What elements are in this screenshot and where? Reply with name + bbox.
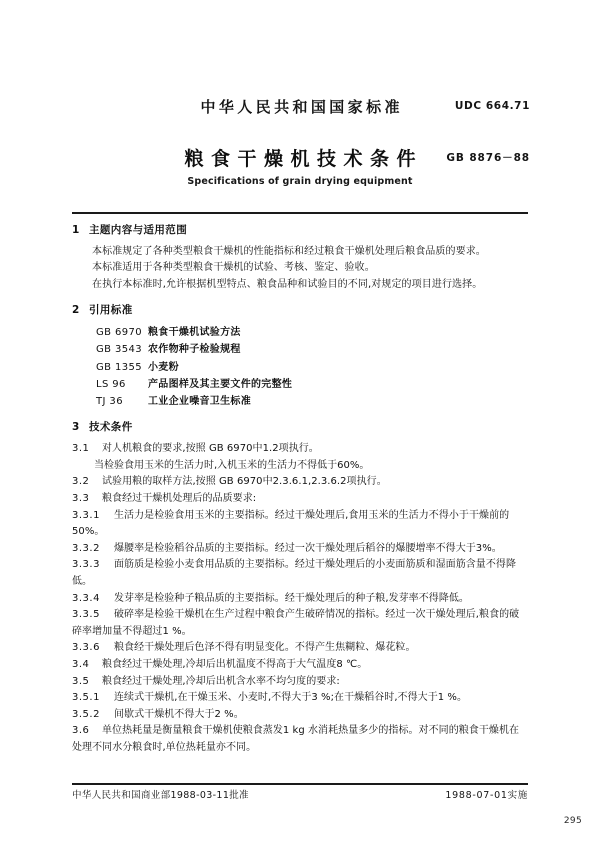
ref-code: GB 6970	[96, 327, 143, 339]
list-item	[72, 376, 528, 393]
header-divider	[72, 212, 528, 214]
clause-3-1-sub: 当检验食用玉米的生活力时,入机玉米的生活力不得低于60%。	[94, 459, 370, 471]
clause-number: 3.3.2	[72, 542, 100, 554]
clause-number: 3.1	[72, 443, 90, 455]
ref-code: TJ 36	[96, 396, 123, 408]
ref-name: 小麦粉	[148, 361, 179, 373]
masthead-top-row	[72, 96, 528, 126]
list-item	[72, 359, 528, 376]
clause-number: 3.4	[72, 658, 90, 670]
clause-3-1	[72, 441, 528, 458]
footer-divider	[72, 783, 528, 785]
ref-name: 工业企业噪音卫生标准	[148, 396, 251, 408]
section-3-title: 技术条件	[89, 421, 133, 434]
clause-3-4	[72, 657, 528, 674]
ref-name: 农作物种子检验规程	[148, 344, 241, 356]
clause-text: 对人机粮食的要求,按照 GB 6970中1.2项执行。	[102, 443, 319, 455]
list-item	[72, 324, 528, 341]
ref-code: GB 3543	[96, 344, 143, 356]
section-2-number: 2	[72, 304, 80, 317]
approval-statement: 中华人民共和国商业部1988-03-11批准	[72, 790, 249, 801]
list-item	[72, 393, 528, 410]
section-2	[72, 302, 528, 410]
page-number: 295	[563, 816, 582, 826]
clause-3-3	[72, 491, 528, 508]
section-1-title: 主题内容与适用范围	[89, 224, 188, 236]
clause-3-3-1	[72, 508, 528, 541]
clause-text: 粮食经过干燥处理,冷却后出机含水率不均匀度的要求:	[102, 675, 340, 687]
clause-3-3-6	[72, 640, 528, 657]
clause-number: 3.5.2	[72, 708, 100, 720]
section-1-paragraph-2: 本标准适用于各种类型粮食干燥机的试验、考核、鉴定、验收。	[92, 262, 375, 274]
clause-text: 生活力是检验食用玉米的主要指标。经过干燥处理后,食用玉米的生活力不得小于干燥前的50%。	[72, 509, 510, 538]
clause-text: 粮食经干燥处理后色泽不得有明显变化。不得产生焦糊粒、爆花粒。	[114, 642, 416, 654]
clause-text: 单位热耗量是衡量粮食干燥机使粮食蒸发1 kg 水消耗热量多少的指标。对不同的粮食干燥机在处理不同水分粮食时,单位热耗量亦不同。	[72, 725, 520, 753]
clause-text: 连续式干燥机,在干燥玉米、小麦时,不得大于3 %;在干燥稻谷时,不得大于1 %。	[114, 692, 467, 704]
clause-number: 3.3.3	[72, 559, 100, 571]
clause-text: 破碎率是检验干燥机在生产过程中粮食产生破碎情况的指标。经过一次干燥处理后,粮食的破碎率增加量不得超过1 %。	[72, 609, 520, 637]
english-title: Specifications of grain drying equipment	[187, 176, 413, 187]
udc-code: UDC 664.71	[454, 100, 530, 112]
clause-text: 粮食经过干燥处理,冷却后出机温度不得高于大气温度8 ℃。	[102, 658, 368, 670]
clause-3-5-2	[72, 707, 528, 724]
list-item	[72, 341, 528, 358]
section-1-heading	[72, 222, 528, 237]
clause-text: 间歇式干燥机不得大于2 %。	[114, 708, 244, 720]
section-1-paragraph-3: 在执行本标准时,允许根据机型特点、粮食品种和试验目的不同,对规定的项目进行选择。	[92, 278, 483, 290]
clause-3-5	[72, 674, 528, 691]
clause-number: 3.3.4	[72, 592, 100, 604]
section-2-heading	[72, 302, 528, 317]
ref-name: 粮食干燥机试验方法	[148, 327, 241, 339]
section-2-title: 引用标准	[89, 304, 133, 317]
clause-3-6	[72, 723, 528, 756]
section-1-paragraph-1: 本标准规定了各种类型粮食干燥机的性能指标和经过粮食干燥机处理后粮食品质的要求。	[92, 246, 486, 257]
clause-number: 3.6	[72, 725, 90, 737]
ref-code: GB 1355	[96, 361, 143, 373]
clause-number: 3.3.1	[72, 509, 100, 521]
clause-number: 3.3	[72, 493, 90, 505]
section-1	[72, 222, 528, 293]
clause-text: 爆腰率是检验稻谷品质的主要指标。经过一次干燥处理后稻谷的爆腰增率不得大于3%。	[114, 542, 502, 554]
implementation-date: 1988-07-01实施	[445, 790, 528, 801]
section-3-heading	[72, 419, 528, 434]
standard-number: GB 8876－88	[446, 152, 530, 164]
national-standard-label: 中华人民共和国国家标准	[200, 98, 403, 116]
ref-code: LS 96	[96, 378, 126, 390]
clause-text: 发芽率是检验种子粮品质的主要指标。经干燥处理后的种子粮,发芽率不得降低。	[114, 592, 469, 604]
clause-text: 试验用粮的取样方法,按照 GB 6970中2.3.6.1,2.3.6.2项执行。	[102, 476, 387, 488]
clause-3-3-4	[72, 591, 528, 608]
clause-text: 粮食经过干燥机处理后的品质要求:	[102, 493, 257, 505]
clause-text: 面筋质是检验小麦食用品质的主要指标。经过干燥处理后的小麦面筋质和湿面筋含量不得降低。	[72, 559, 516, 587]
referenced-standards-list	[72, 324, 528, 410]
clause-3-5-1	[72, 690, 528, 707]
page-title: 粮食干燥机技术条件	[184, 148, 423, 170]
clause-3-3-5	[72, 607, 528, 640]
document-body	[72, 222, 528, 766]
section-3-number: 3	[72, 421, 80, 434]
clause-3-2	[72, 474, 528, 491]
section-3	[72, 419, 528, 756]
page-footer	[72, 787, 528, 803]
clause-number: 3.5	[72, 675, 90, 687]
clause-number: 3.3.5	[72, 609, 100, 621]
clause-number: 3.2	[72, 476, 90, 488]
clause-number: 3.5.1	[72, 692, 100, 704]
ref-name: 产品图样及其主要文件的完整性	[148, 378, 293, 390]
clause-3-3-3	[72, 557, 528, 590]
section-1-number: 1	[72, 224, 80, 236]
masthead	[72, 96, 530, 187]
clause-3-3-2	[72, 541, 528, 558]
clause-number: 3.3.6	[72, 642, 100, 654]
